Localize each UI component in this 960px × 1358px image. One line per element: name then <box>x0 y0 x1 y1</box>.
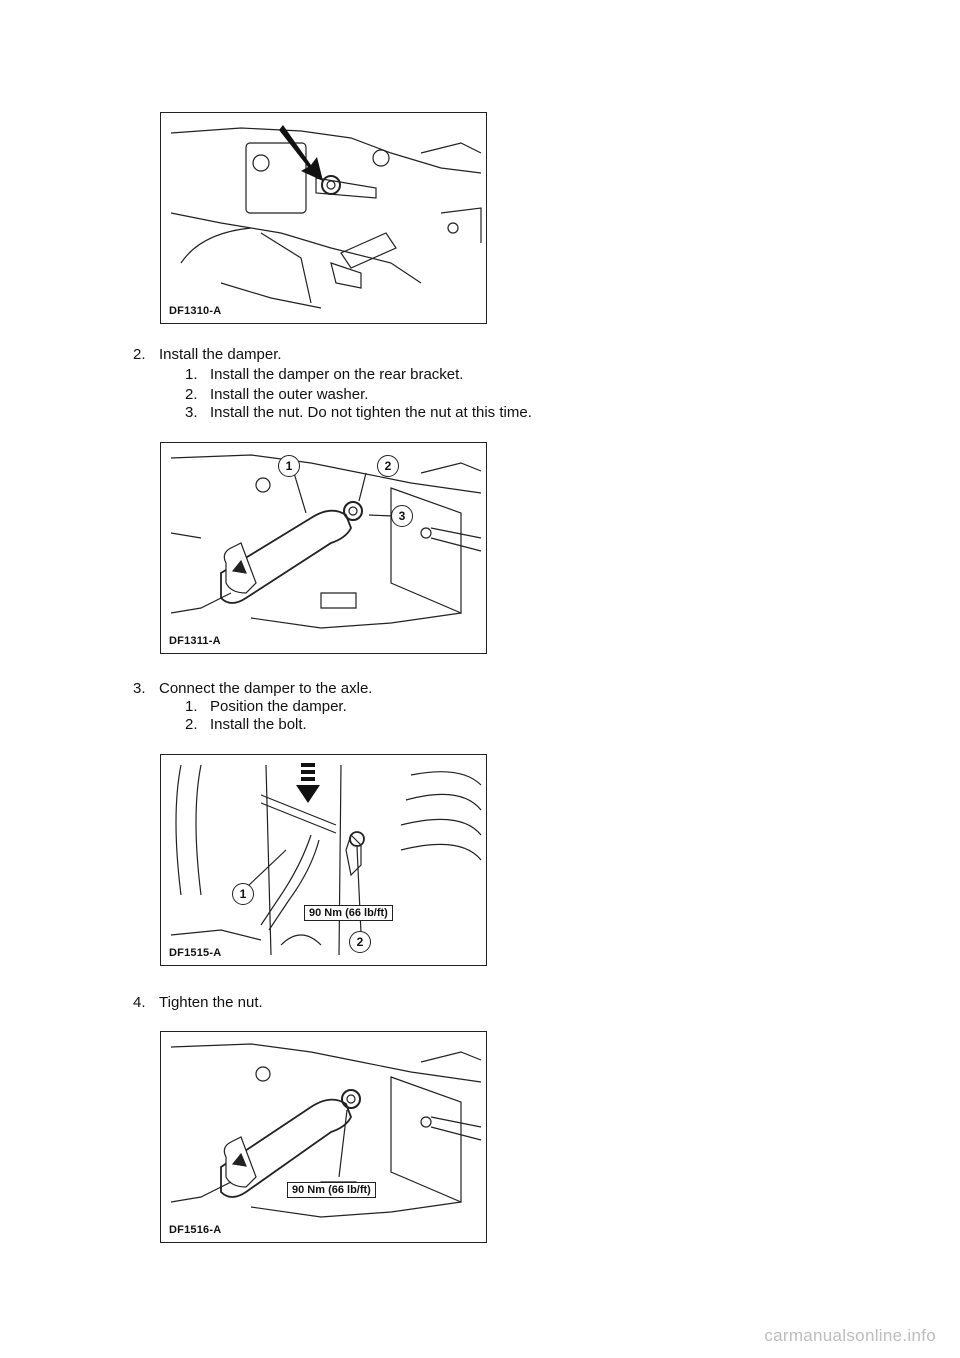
watermark: carmanualsonline.info <box>764 1326 936 1345</box>
axle-bolt-illustration <box>161 755 487 966</box>
substep-number: 2. <box>185 386 198 403</box>
substep-text: Install the damper on the rear bracket. <box>210 366 464 383</box>
step-3 <box>133 680 372 698</box>
substep-text: Position the damper. <box>210 698 347 715</box>
substep-number: 1. <box>185 698 198 715</box>
substep-text: Install the bolt. <box>210 716 307 733</box>
figure-code: DF1515-A <box>169 947 222 959</box>
callout-1: 1 <box>278 455 300 477</box>
step-text: Tighten the nut. <box>159 994 263 1011</box>
step-text: Connect the damper to the axle. <box>159 680 373 697</box>
torque-spec: 90 Nm (66 lb/ft) <box>304 905 393 921</box>
nut-tighten-illustration <box>161 1032 487 1243</box>
damper-bracket-illustration <box>161 113 487 324</box>
callout-2: 2 <box>349 931 371 953</box>
step-number: 3. <box>133 680 146 697</box>
substep <box>185 386 368 404</box>
figure-code: DF1310-A <box>169 305 222 317</box>
callout-3: 3 <box>391 505 413 527</box>
step-4 <box>133 994 263 1012</box>
figure-df1311 <box>160 442 487 654</box>
callout-2: 2 <box>377 455 399 477</box>
substep <box>185 698 347 716</box>
substep-text: Install the nut. Do not tighten the nut at this time. <box>210 404 532 421</box>
substep <box>185 716 307 734</box>
step-number: 2. <box>133 346 146 363</box>
substep <box>185 366 463 384</box>
figure-code: DF1516-A <box>169 1224 222 1236</box>
figure-df1516 <box>160 1031 487 1243</box>
figure-df1310 <box>160 112 487 324</box>
substep-number: 2. <box>185 716 198 733</box>
down-arrow-icon <box>296 763 320 803</box>
figure-code: DF1311-A <box>169 635 221 647</box>
substep-number: 1. <box>185 366 198 383</box>
step-2 <box>133 346 282 364</box>
substep-number: 3. <box>185 404 198 421</box>
substep <box>185 404 532 422</box>
torque-spec: 90 Nm (66 lb/ft) <box>287 1182 376 1198</box>
damper-install-illustration <box>161 443 487 654</box>
figure-df1515 <box>160 754 487 966</box>
callout-1: 1 <box>232 883 254 905</box>
step-number: 4. <box>133 994 146 1011</box>
step-text: Install the damper. <box>159 346 282 363</box>
substep-text: Install the outer washer. <box>210 386 369 403</box>
